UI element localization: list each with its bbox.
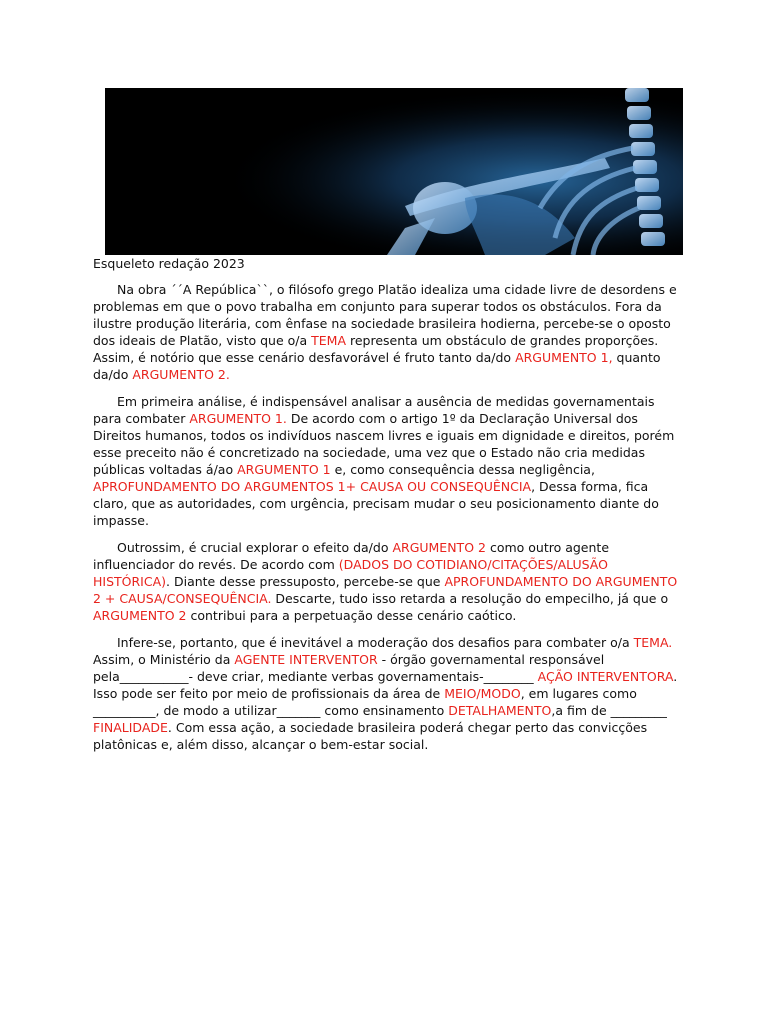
placeholder-highlight: AÇÃO INTERVENTORA [537,669,674,684]
paragraph-text: Na obra ´´A República``, o filósofo grego Platão idealiza uma cidade livre de desordens e problemas em que o povo trabalha em conjunto para superar todos os obstáculos. Fora da ilustre produção literária, com ênfase na sociedade brasileira hodierna, percebe-se o oposto dos ideais de Platão, visto que o/a [93,282,677,348]
placeholder-highlight: ARGUMENTO 2. [132,367,230,382]
paragraph-text: , Dessa forma, fica claro, que as autoridades, com urgência, precisam mudar o seu posicionamento diante do impasse. [93,479,659,528]
essay-paragraph [93,634,683,753]
paragraph-text: contribui para a perpetuação desse cenário caótico. [186,608,517,623]
paragraph-text: . Diante desse pressuposto, percebe-se que [166,574,445,589]
placeholder-highlight: (DADOS DO COTIDIANO/CITAÇÕES/ALUSÃO HISTÓRICA) [93,557,608,589]
placeholder-highlight: TEMA [311,333,347,348]
placeholder-highlight: ARGUMENTO 2 [392,540,486,555]
paragraph-text: De acordo com o artigo 1º da Declaração Universal dos Direitos humanos, todos os indivíduos nascem livres e iguais em dignidade e direitos, porém esse preceito não é concretizado na sociedade, uma vez que o Estado não cria medidas públicas voltadas á/ao [93,411,675,477]
essay-paragraph [93,539,683,624]
paragraph-text: Outrossim, é crucial explorar o efeito da/do [117,540,393,555]
essay-paragraph [93,393,683,529]
placeholder-highlight: FINALIDADE [93,720,168,735]
placeholder-highlight: MEIO/MODO [444,686,521,701]
placeholder-highlight: ARGUMENTO 1. [189,411,287,426]
xray-skeleton-illustration [105,88,683,255]
placeholder-highlight: DETALHAMENTO [448,703,552,718]
paragraph-text: e, como consequência dessa negligência, [330,462,595,477]
paragraph-text: ,a fim de _________ [551,703,667,718]
paragraph-text: . Com essa ação, a sociedade brasileira poderá chegar perto das convicções platônicas e, além disso, alcançar o bem-estar social. [93,720,648,752]
placeholder-highlight: APROFUNDAMENTO DO ARGUMENTO 2 + CAUSA/CONSEQUÊNCIA. [93,574,678,606]
paragraph-text: quanto da/do [93,350,661,382]
placeholder-highlight: TEMA. [633,635,673,650]
essay-paragraph [93,281,683,383]
paragraph-text: Em primeira análise, é indispensável analisar a ausência de medidas governamentais para combater [93,394,655,426]
paragraph-text: representa um obstáculo de grandes proporções. Assim, é notório que esse cenário desfavorável é fruto tanto da/do [93,333,659,365]
placeholder-highlight: APROFUNDAMENTO DO ARGUMENTOS 1+ CAUSA OU CONSEQUÊNCIA [93,479,532,494]
paragraph-text: como outro agente influenciador do revés. De acordo com [93,540,610,572]
paragraph-text: Assim, o Ministério da [93,652,235,667]
document-caption: Esqueleto redação 2023 [93,256,245,271]
placeholder-highlight: ARGUMENTO 1 [237,462,331,477]
placeholder-highlight: AGENTE INTERVENTOR [234,652,378,667]
paragraph-text: Descarte, tudo isso retarda a resolução do empecilho, já que o [271,591,669,606]
essay-body [93,281,683,763]
placeholder-highlight: ARGUMENTO 2 [93,608,187,623]
paragraph-text: , em lugares como __________, de modo a utilizar_______ como ensinamento [93,686,637,718]
paragraph-text: Infere-se, portanto, que é inevitável a moderação dos desafios para combater o/a [117,635,634,650]
paragraph-text: - órgão governamental responsável pela___________- deve criar, mediante verbas governamentais-________ [93,652,605,684]
xray-banner-image [105,88,683,255]
paragraph-text: . Isso pode ser feito por meio de profissionais da área de [93,669,678,701]
placeholder-highlight: ARGUMENTO 1, [515,350,613,365]
